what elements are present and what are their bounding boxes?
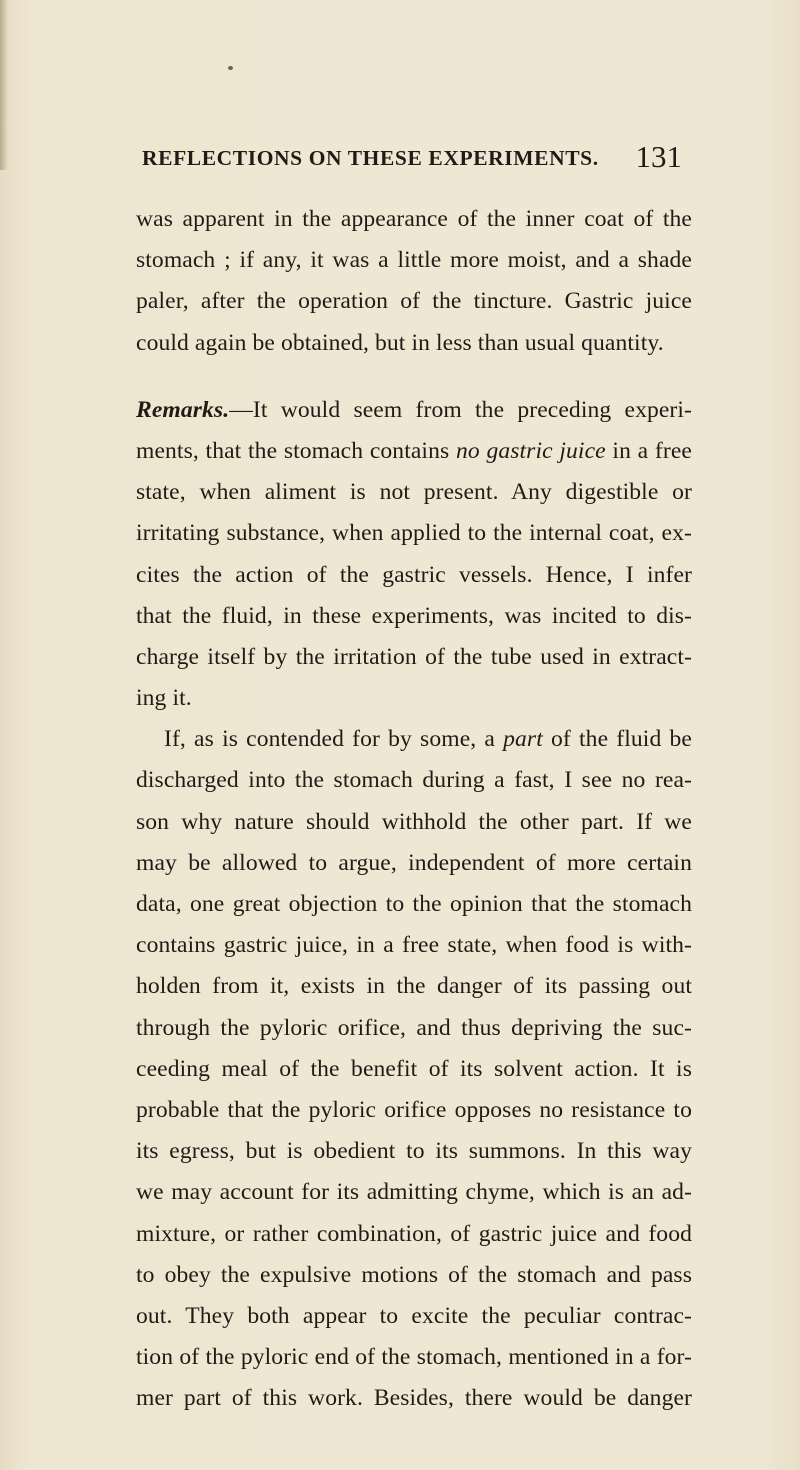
text-line: tion of the pyloric end of the stomach, mentioned in a for- — [136, 1344, 692, 1371]
running-head-title: REFLECTIONS ON THESE EXPERIMENTS. — [142, 146, 599, 170]
italic-phrase: no gastric juice — [455, 437, 606, 464]
text-line: mer part of this work. Besides, there would be danger — [136, 1385, 692, 1412]
text-line: probable that the pyloric orifice opposes no resistance to — [136, 1096, 692, 1123]
text-run: ments, that the stomach contains — [136, 437, 456, 464]
text-line: ceeding meal of the benefit of its solvent action. It is — [136, 1055, 692, 1082]
paragraph-remarks — [136, 390, 692, 720]
text-line: son why nature should withhold the other part. If we — [136, 808, 692, 835]
text-line: may be allowed to argue, independent of more certain — [136, 849, 692, 876]
text-line: stomach ; if any, it was a little more moist, and a shade — [136, 247, 692, 274]
text-run: in a free — [605, 437, 692, 464]
text-line: mixture, or rather combination, of gastric juice and food — [136, 1220, 692, 1247]
text-line: contains gastric juice, in a free state, when food is with- — [136, 932, 692, 959]
text-line: discharged into the stomach during a fast, I see no rea- — [136, 767, 692, 794]
page-number: 131 — [635, 139, 682, 174]
text-line: could again be obtained, but in less than usual quantity. — [136, 329, 664, 356]
text-line: we may account for its admitting chyme, which is an ad- — [136, 1179, 692, 1206]
text-line: data, one great objection to the opinion that the stomach — [136, 891, 692, 917]
text-line: its egress, but is obedient to its summons. In this way — [136, 1138, 692, 1165]
text-line: paler, after the operation of the tincture. Gastric juice — [136, 288, 692, 315]
text-line — [136, 431, 692, 472]
body-text — [136, 199, 692, 1419]
remarks-label: Remarks. — [136, 396, 230, 423]
text-line: ing it. — [136, 685, 192, 712]
text-line — [136, 390, 692, 431]
text-line: that the fluid, in these experiments, was incited to dis- — [136, 602, 692, 629]
page-edge-shadow — [0, 0, 8, 170]
text-line: holden from it, exists in the danger of its passing out — [136, 973, 692, 1000]
paragraph-argument — [136, 719, 692, 1419]
text-run: —It would seem from the preceding experi- — [229, 396, 692, 423]
text-line: irritating substance, when applied to the internal coat, ex- — [136, 520, 692, 547]
text-line: cites the action of the gastric vessels. Hence, I infer — [136, 561, 692, 588]
paragraph-gap — [136, 364, 692, 390]
text-line: was apparent in the appearance of the inner coat of the — [136, 206, 692, 232]
text-run: of the fluid be — [542, 726, 692, 753]
text-line: out. They both appear to excite the peculiar contrac- — [136, 1302, 692, 1329]
text-line: charge itself by the irritation of the tube used in extract- — [136, 643, 692, 670]
text-line — [136, 719, 692, 760]
paragraph-continued — [136, 199, 692, 364]
text-run: If, as is contended for by some, a — [164, 726, 504, 753]
text-line: to obey the expulsive motions of the stomach and pass — [136, 1261, 692, 1288]
paper-speck — [228, 66, 233, 70]
text-line: through the pyloric orifice, and thus depriving the suc- — [136, 1014, 692, 1041]
running-head — [142, 139, 682, 186]
italic-phrase: part — [503, 726, 543, 753]
text-line: state, when aliment is not present. Any digestible or — [136, 479, 692, 506]
